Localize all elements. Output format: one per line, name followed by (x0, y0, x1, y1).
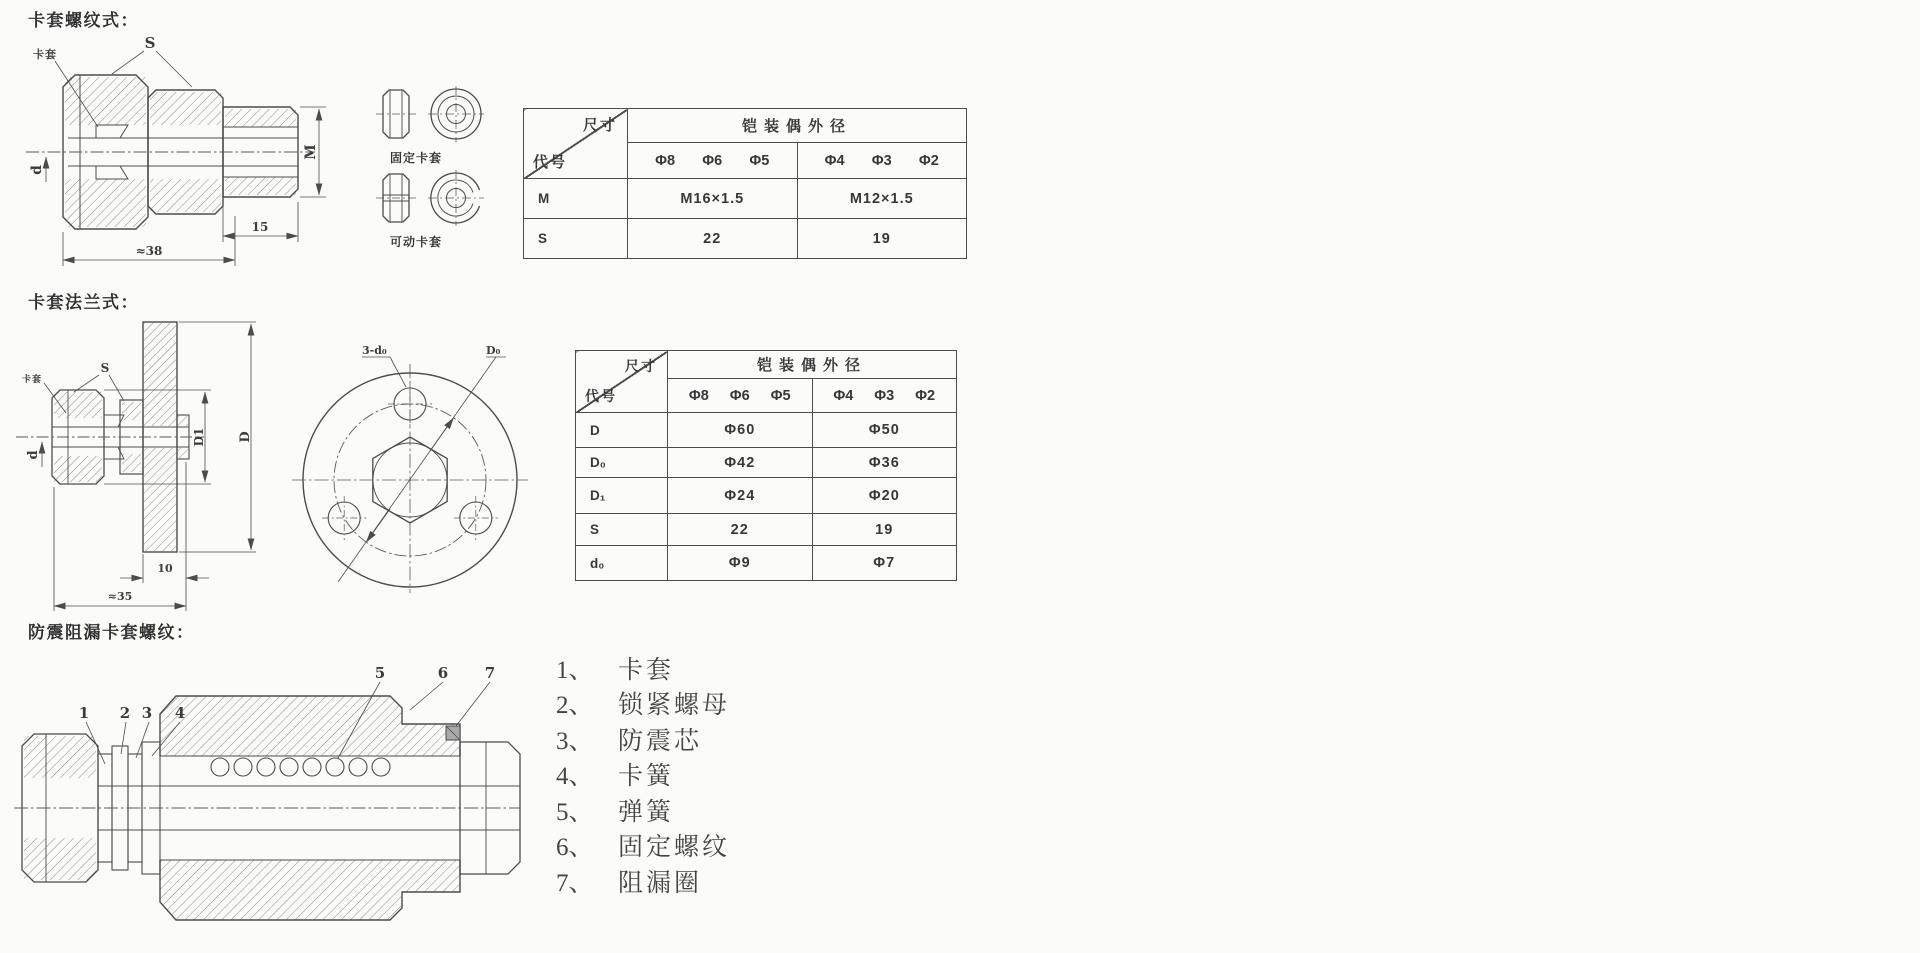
part-name: 防震芯 (618, 727, 703, 755)
part-num: 7、 (556, 869, 594, 897)
table-row (524, 219, 967, 259)
t1-group1-header: Φ8 Φ6 Φ5 (628, 143, 798, 179)
t2-row2-v1: Φ24 (668, 478, 813, 514)
table-row (576, 546, 957, 581)
holes-count-label: 3-d₀ (362, 344, 387, 357)
ferrule-callout-label: 卡套 (33, 48, 57, 61)
t2-row3-v2: 19 (812, 514, 957, 546)
dim-label-38: ≈38 (135, 244, 163, 258)
t2-group2-header: Φ4 Φ3 Φ2 (812, 379, 957, 413)
dim-label-D: D (238, 431, 253, 443)
table-row (576, 413, 957, 448)
list-item (556, 650, 730, 686)
part-num: 3、 (556, 727, 594, 755)
movable-ferrule-label: 可动卡套 (390, 235, 443, 249)
t2-row0-v1: Φ60 (668, 413, 813, 448)
t2-row4-v2: Φ7 (812, 546, 957, 581)
table-row (524, 179, 967, 219)
dim-label-d: d (26, 450, 41, 460)
part-name: 固定螺纹 (618, 834, 731, 862)
t2-row1-v2: Φ36 (812, 448, 957, 478)
t2-group1-header: Φ8 Φ6 Φ5 (668, 379, 813, 413)
bolt-circle-label: D₀ (486, 344, 501, 357)
part-name: 弹簧 (618, 798, 675, 826)
ferrule-section (96, 125, 128, 138)
t2-corner-top: 尺寸 (625, 358, 657, 374)
dim-label-10: 10 (157, 562, 173, 575)
antivibration-fitting-drawing (8, 646, 538, 948)
flange-face-view (290, 340, 540, 595)
flange-spec-table (575, 350, 957, 581)
callout-3: 3 (141, 704, 153, 722)
movable-ferrule-front-icon (428, 170, 484, 226)
part-name: 卡套 (618, 656, 675, 684)
list-item (556, 792, 730, 828)
part-name: 锁紧螺母 (618, 692, 731, 720)
callout-4: 4 (174, 704, 186, 722)
bolt-circle-dimension (338, 357, 506, 582)
t2-row1-v1: Φ42 (668, 448, 813, 478)
dim-label-15: 15 (251, 220, 269, 234)
callout-6: 6 (437, 664, 449, 682)
callout-5: 5 (374, 664, 386, 682)
section1-title: 卡套螺纹式： (28, 11, 139, 30)
t2-corner-cell (576, 351, 668, 413)
callout-2: 2 (119, 704, 131, 722)
t2-row1-code: D₀ (576, 448, 668, 478)
list-item (556, 721, 730, 757)
table-row (576, 448, 957, 478)
list-item (556, 863, 730, 899)
part-num: 4、 (556, 763, 594, 791)
fixed-ferrule-side-icon (376, 86, 416, 142)
t2-row2-code: D₁ (576, 478, 668, 514)
t1-row0-v2: M12×1.5 (797, 179, 967, 219)
part-num: 5、 (556, 798, 594, 826)
table-row (576, 478, 957, 514)
part-num: 2、 (556, 692, 594, 720)
list-item (556, 828, 730, 864)
flange-fitting-drawing (8, 315, 268, 615)
table-row (576, 514, 957, 546)
t1-corner-bottom: 代号 (533, 154, 568, 171)
t1-row1-code: S (524, 219, 628, 259)
dim-label-S: S (100, 361, 110, 375)
movable-ferrule-side-icon (376, 170, 416, 226)
t1-row0-code: M (524, 179, 628, 219)
t1-corner-top: 尺寸 (582, 117, 617, 134)
list-item (556, 757, 730, 793)
part-num: 6、 (556, 834, 594, 862)
seal-ring (446, 726, 460, 740)
dim-label-D1: D1 (192, 427, 206, 447)
threaded-fitting-drawing (8, 30, 343, 280)
t2-row2-v2: Φ20 (812, 478, 957, 514)
t2-row3-v1: 22 (668, 514, 813, 546)
spring-coils (211, 758, 390, 776)
t1-row1-v2: 19 (797, 219, 967, 259)
part-name: 卡簧 (618, 763, 675, 791)
t2-row3-code: S (576, 514, 668, 546)
t2-row4-code: d₀ (576, 546, 668, 581)
fixed-ferrule-label: 固定卡套 (390, 151, 443, 165)
fixed-ferrule-front-icon (428, 86, 484, 142)
t2-row0-v2: Φ50 (812, 413, 957, 448)
callout-1: 1 (78, 704, 90, 722)
parts-list (556, 650, 730, 899)
dim-label-35: ≈35 (107, 590, 133, 603)
t2-row4-v1: Φ9 (668, 546, 813, 581)
t1-row1-v1: 22 (628, 219, 798, 259)
ferrule-callout-label: 卡套 (22, 375, 43, 385)
callout-7: 7 (484, 664, 496, 682)
section2-title: 卡套法兰式： (28, 293, 139, 312)
list-item (556, 686, 730, 722)
t2-row0-code: D (576, 413, 668, 448)
section3-title: 防震阻漏卡套螺纹： (28, 623, 195, 642)
t1-span-header: 铠装偶外径 (628, 109, 967, 143)
t2-corner-bottom: 代号 (585, 388, 617, 404)
t1-group2-header: Φ4 Φ3 Φ2 (797, 143, 967, 179)
part-name: 阻漏圈 (618, 869, 703, 897)
t1-corner-cell (524, 109, 628, 179)
dim-label-M: M (303, 144, 319, 160)
dim-label-S: S (144, 34, 156, 52)
dim-label-d: d (29, 165, 45, 175)
t2-span-header: 铠装偶外径 (668, 351, 957, 379)
threaded-spec-table (523, 108, 967, 259)
t1-row0-v1: M16×1.5 (628, 179, 798, 219)
part-num: 1、 (556, 656, 594, 684)
